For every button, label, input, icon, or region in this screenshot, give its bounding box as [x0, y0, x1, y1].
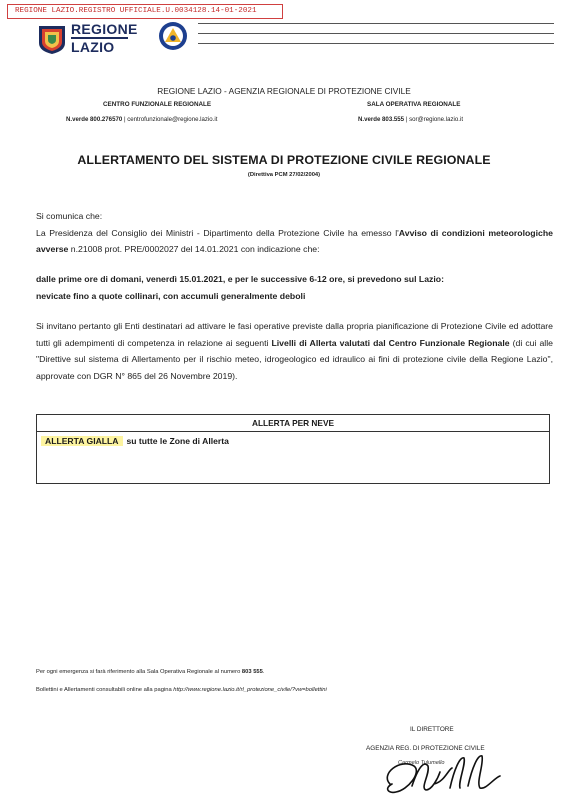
sor-email: sor@regione.lazio.it [409, 116, 464, 123]
handwritten-signature [378, 748, 508, 800]
emergency-number: 803 555 [241, 669, 263, 675]
regione-lazio-logo [37, 21, 138, 57]
cfr-title: CENTRO FUNZIONALE REGIONALE [103, 101, 212, 108]
cfr-phone: N.verde 800.276570 [66, 116, 123, 123]
intro-label: Si comunica che: [36, 211, 103, 221]
sor-phone: N.verde 803.555 [358, 116, 405, 123]
cfr-contact: N.verde 800.276570 | centrofunzionale@regione.lazio.it [66, 116, 218, 123]
intro-paragraph [36, 208, 553, 258]
bulletins-link[interactable]: http://www.regione.lazio.it/rl_protezione_civile/?vw=bollettini [173, 687, 327, 693]
invite-paragraph: Si invitano pertanto gli Enti destinatari ad attivare le fasi operative previste dalla propria pianificazione di Protezione Civile ed adottare tutti gli adempimenti di competenza in relazione ai seguenti Livelli di Allerta valutati dal Centro Funzionale Regionale (di cui alle "Direttive sul sistema di Allertamento per il rischio meteo, idrogeologico ed idraulico ai fini di protezione civile della Regione Lazio", approvate con DGR N° 865 del 26 Novembre 2019). [36, 321, 553, 381]
sor-contact: N.verde 803.555 | sor@regione.lazio.it [358, 116, 464, 123]
forecast-paragraph [36, 271, 553, 304]
regione-lazio-emblem-icon [37, 23, 67, 55]
invite-bold: Livelli di Allerta valutati dal Centro Funzionale Regionale [271, 337, 510, 348]
agency-title: REGIONE LAZIO - AGENZIA REGIONALE DI PROTEZIONE CIVILE [157, 86, 411, 96]
regione-wordmark: REGIONE [71, 21, 138, 37]
lazio-wordmark: LAZIO [71, 39, 115, 55]
alert-row [41, 435, 229, 447]
intro-text: La Presidenza del Consiglio dei Ministri - Dipartimento della Protezione Civile ha emesso l'Avviso di condizioni meteorologiche avverse n.21008 prot. PRE/0002027 del 14.01.2021 con indicazione che: [36, 227, 554, 254]
cfr-email: centrofunzionale@regione.lazio.it [127, 116, 218, 123]
directive-reference: (Direttiva PCM 27/02/2004) [247, 172, 321, 178]
forecast-line-2: nevicate fino a quote collinari, con accumuli generalmente deboli [36, 290, 306, 301]
forecast-line-1: dalle prime ore di domani, venerdì 15.01.2021, e per le successive 6-12 ore, si prevedono sul Lazio: [36, 274, 445, 284]
sor-title: SALA OPERATIVA REGIONALE [367, 101, 461, 108]
signer-role: IL DIRETTORE [410, 726, 454, 733]
alert-table [36, 414, 550, 484]
intro-bold: Avviso di condizioni meteorologiche avverse [36, 227, 554, 254]
signer-name: Carmelo Tulumello [398, 760, 445, 766]
protocol-stamp: REGIONE LAZIO.REGISTRO UFFICIALE.U.0034128.14-01-2021 [7, 4, 283, 19]
protezione-civile-logo-icon [158, 21, 188, 51]
header-rules [198, 23, 554, 53]
document-title: ALLERTAMENTO DEL SISTEMA DI PROTEZIONE CIVILE REGIONALE [77, 153, 491, 167]
bulletins-note: Bollettini e Allertamenti consultabili online alla pagina http://www.regione.lazio.it/rl_protezione_civile/?vw=bollettini [36, 687, 327, 693]
signer-organization: AGENZIA REG. DI PROTEZIONE CIVILE [366, 745, 485, 752]
alert-header: ALLERTA PER NEVE [37, 415, 549, 432]
alert-zones: su tutte le Zone di Allerta [126, 436, 229, 446]
alert-level-badge: ALLERTA GIALLA [41, 436, 123, 446]
emergency-note: Per ogni emergenza si farà riferimento alla Sala Operativa Regionale al numero 803 555. [36, 669, 265, 675]
